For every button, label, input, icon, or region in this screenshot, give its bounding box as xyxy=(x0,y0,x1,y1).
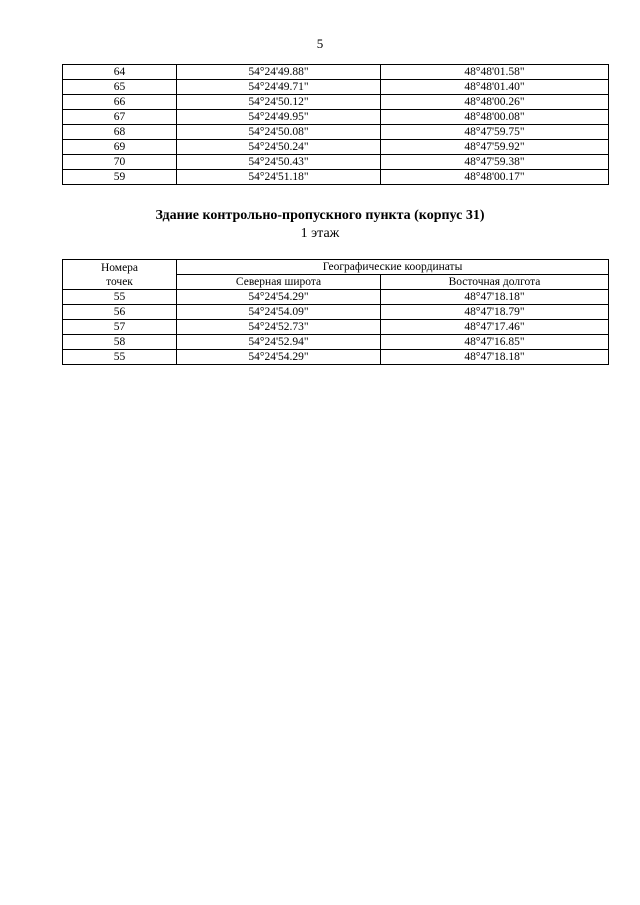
point-number: 65 xyxy=(63,80,177,95)
longitude-cell: 48°47'18.18" xyxy=(381,350,609,365)
page-number: 5 xyxy=(316,36,324,51)
point-number: 67 xyxy=(63,110,177,125)
longitude-cell: 48°48'00.17" xyxy=(381,170,609,185)
section-subtitle: 1 этаж xyxy=(300,226,340,241)
latitude-cell: 54°24'52.94" xyxy=(177,335,381,350)
latitude-cell: 54°24'50.12" xyxy=(177,95,381,110)
coordinates-table xyxy=(62,259,609,365)
section-title: Здание контрольно-пропускного пункта (корпус 31) xyxy=(155,208,485,223)
header-latitude: Северная широта xyxy=(177,275,381,290)
point-number: 68 xyxy=(63,125,177,140)
latitude-cell: 54°24'50.08" xyxy=(177,125,381,140)
longitude-cell: 48°47'59.38" xyxy=(381,155,609,170)
longitude-cell: 48°47'18.79" xyxy=(381,305,609,320)
table-header-row xyxy=(63,260,609,275)
table-row xyxy=(63,350,609,365)
longitude-cell: 48°48'01.58" xyxy=(381,65,609,80)
table-row xyxy=(63,290,609,305)
header-point-numbers xyxy=(63,260,177,290)
latitude-cell: 54°24'54.29" xyxy=(177,350,381,365)
point-number: 69 xyxy=(63,140,177,155)
longitude-cell: 48°47'17.46" xyxy=(381,320,609,335)
longitude-cell: 48°47'59.92" xyxy=(381,140,609,155)
point-number: 64 xyxy=(63,65,177,80)
latitude-cell: 54°24'54.09" xyxy=(177,305,381,320)
latitude-cell: 54°24'49.95" xyxy=(177,110,381,125)
header-point-numbers-line2: точек xyxy=(106,275,133,288)
longitude-cell: 48°47'59.75" xyxy=(381,125,609,140)
header-geographic-coordinates: Географические координаты xyxy=(177,260,609,275)
table-row xyxy=(63,125,609,140)
latitude-cell: 54°24'50.24" xyxy=(177,140,381,155)
latitude-cell: 54°24'52.73" xyxy=(177,320,381,335)
point-number: 56 xyxy=(63,305,177,320)
point-number: 55 xyxy=(63,290,177,305)
table-row xyxy=(63,305,609,320)
point-number: 57 xyxy=(63,320,177,335)
table-row xyxy=(63,95,609,110)
point-number: 66 xyxy=(63,95,177,110)
latitude-cell: 54°24'49.88" xyxy=(177,65,381,80)
table-row xyxy=(63,155,609,170)
longitude-cell: 48°47'16.85" xyxy=(381,335,609,350)
table-row xyxy=(63,170,609,185)
table-row xyxy=(63,110,609,125)
table-row xyxy=(63,335,609,350)
latitude-cell: 54°24'54.29" xyxy=(177,290,381,305)
longitude-cell: 48°48'01.40" xyxy=(381,80,609,95)
header-point-numbers-line1: Номера xyxy=(100,261,139,274)
point-number: 70 xyxy=(63,155,177,170)
longitude-cell: 48°48'00.26" xyxy=(381,95,609,110)
point-number: 59 xyxy=(63,170,177,185)
latitude-cell: 54°24'50.43" xyxy=(177,155,381,170)
table-row xyxy=(63,80,609,95)
table-row xyxy=(63,65,609,80)
point-number: 55 xyxy=(63,350,177,365)
header-longitude: Восточная долгота xyxy=(381,275,609,290)
table-row xyxy=(63,140,609,155)
table-row xyxy=(63,320,609,335)
longitude-cell: 48°48'00.08" xyxy=(381,110,609,125)
latitude-cell: 54°24'51.18" xyxy=(177,170,381,185)
latitude-cell: 54°24'49.71" xyxy=(177,80,381,95)
point-number: 58 xyxy=(63,335,177,350)
longitude-cell: 48°47'18.18" xyxy=(381,290,609,305)
coordinates-table-continued xyxy=(62,64,609,185)
